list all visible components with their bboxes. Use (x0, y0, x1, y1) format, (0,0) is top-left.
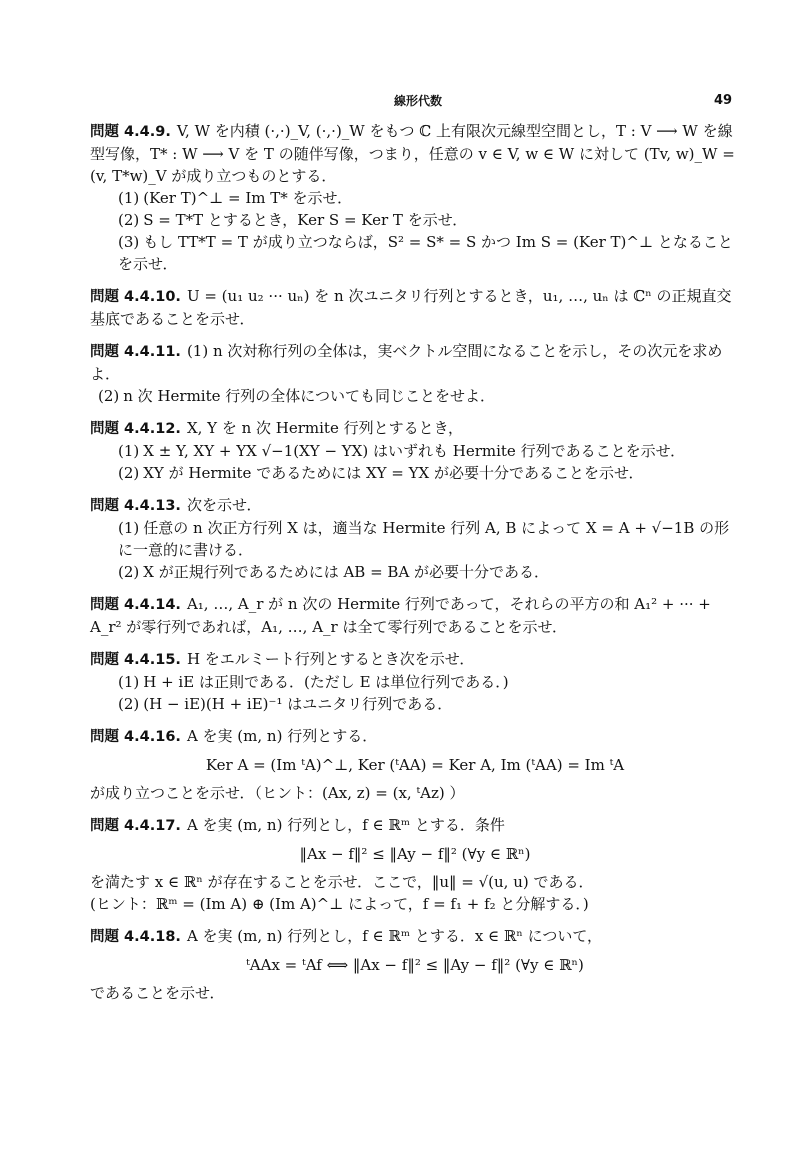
problem-text: A を実 (m, n) 行列とし，f ∈ ℝᵐ とする．x ∈ ℝⁿ について， (186, 927, 603, 945)
sub-item: (1) 任意の n 次正方行列 X は，適当な Hermite 行列 A, B によって X = A + √−1B の形に一意的に書ける． (118, 519, 730, 559)
problem-4-4-17 (90, 814, 740, 915)
problem-label: 問題 4.4.16. (90, 729, 181, 745)
sub-item: (1) X ± Y, XY + YX √−1(XY − YX) はいずれも Hermite 行列であることを示せ． (118, 442, 686, 460)
problem-label: 問題 4.4.9. (90, 124, 171, 140)
running-header: 線形代数 (394, 94, 443, 108)
problem-text: X, Y を n 次 Hermite 行列とするとき， (186, 419, 464, 437)
problem-list (90, 120, 740, 1014)
problem-text: A を実 (m, n) 行列とする． (186, 727, 378, 745)
problem-label: 問題 4.4.11. (90, 344, 181, 360)
sub-item: (3) もし TT*T = T が成り立つならば，S² = S* = S かつ Im S = (Ker T)^⊥ となることを示せ． (118, 233, 733, 273)
problem-4-4-18 (90, 925, 740, 1004)
display-equation: ‖Ax − f‖² ≤ ‖Ay − f‖² (∀y ∈ ℝⁿ) (299, 845, 531, 863)
problem-label: 問題 4.4.18. (90, 929, 181, 945)
hint-text: (ヒント：ℝᵐ = (Im A) ⊕ (Im A)^⊥ によって，f = f₁ + f₂ と分解する．) (90, 895, 589, 913)
problem-label: 問題 4.4.14. (90, 597, 181, 613)
problem-text: A₁, …, A_r が n 次の Hermite 行列であって，それらの平方の和 A₁² + ··· + A_r² が零行列であれば，A₁, …, A_r は全て零行列であることを示せ． (90, 595, 711, 636)
problem-text: が成り立つことを示せ．（ヒント：(Ax, z) = (x, ᵗAz) ） (90, 784, 465, 802)
sub-item: (2) n 次 Hermite 行列の全体についても同じことをせよ． (98, 387, 495, 405)
problem-4-4-9 (90, 120, 740, 275)
problem-text: を満たす x ∈ ℝⁿ が存在することを示せ．ここで，‖u‖ = √(u, u) である． (90, 873, 594, 891)
problem-text: (1) n 次対称行列の全体は，実ベクトル空間になることを示し，その次元を求めよ． (90, 342, 723, 383)
problem-4-4-15 (90, 648, 740, 715)
problem-4-4-10 (90, 285, 740, 330)
problem-4-4-16 (90, 725, 740, 804)
sub-item: (2) S = T*T とするとき，Ker S = Ker T を示せ． (118, 211, 468, 229)
problem-label: 問題 4.4.12. (90, 421, 181, 437)
problem-text: 次を示せ． (186, 496, 262, 514)
problem-label: 問題 4.4.10. (90, 289, 181, 305)
sub-item: (1) (Ker T)^⊥ = Im T* を示せ． (118, 189, 353, 207)
problem-text: A を実 (m, n) 行列とし，f ∈ ℝᵐ とする．条件 (186, 816, 505, 834)
sub-item: (2) XY が Hermite であるためには XY = YX が必要十分であることを示せ． (118, 464, 644, 482)
sub-item: (2) X が正規行列であるためには AB = BA が必要十分である． (118, 563, 550, 581)
problem-text: V, W を内積 (·,·)_V, (·,·)_W をもつ ℂ 上有限次元線型空間とし，T : V ⟶ W を線型写像，T* : W ⟶ V を T の随伴写像，つまり，任意の v ∈ V, w ∈ W に対して (Tv, w)_W = (v, T*w)_V が成り立つものとする． (90, 122, 735, 185)
problem-4-4-11 (90, 340, 740, 407)
sub-item: (1) H + iE は正則である．(ただし E は単位行列である．) (118, 673, 509, 691)
problem-text: U = (u₁ u₂ ··· uₙ) を n 次ユニタリ行列とするとき，u₁, …, uₙ は ℂⁿ の正規直交基底であることを示せ． (90, 287, 732, 328)
problem-label: 問題 4.4.15. (90, 652, 181, 668)
display-equation: Ker A = (Im ᵗA)^⊥, Ker (ᵗAA) = Ker A, Im (ᵗAA) = Im ᵗA (205, 756, 625, 774)
problem-text: であることを示せ． (90, 984, 225, 1002)
problem-4-4-13 (90, 494, 740, 583)
problem-4-4-12 (90, 417, 740, 484)
problem-label: 問題 4.4.13. (90, 498, 181, 514)
display-equation: ᵗAAx = ᵗAf ⟺ ‖Ax − f‖² ≤ ‖Ay − f‖² (∀y ∈ ℝⁿ) (246, 956, 584, 974)
sub-item: (2) (H − iE)(H + iE)⁻¹ はユニタリ行列である． (118, 695, 453, 713)
problem-4-4-14 (90, 593, 740, 638)
problem-text: H をエルミート行列とするとき次を示せ． (186, 650, 475, 668)
problem-label: 問題 4.4.17. (90, 818, 181, 834)
page-number: 49 (714, 93, 733, 108)
